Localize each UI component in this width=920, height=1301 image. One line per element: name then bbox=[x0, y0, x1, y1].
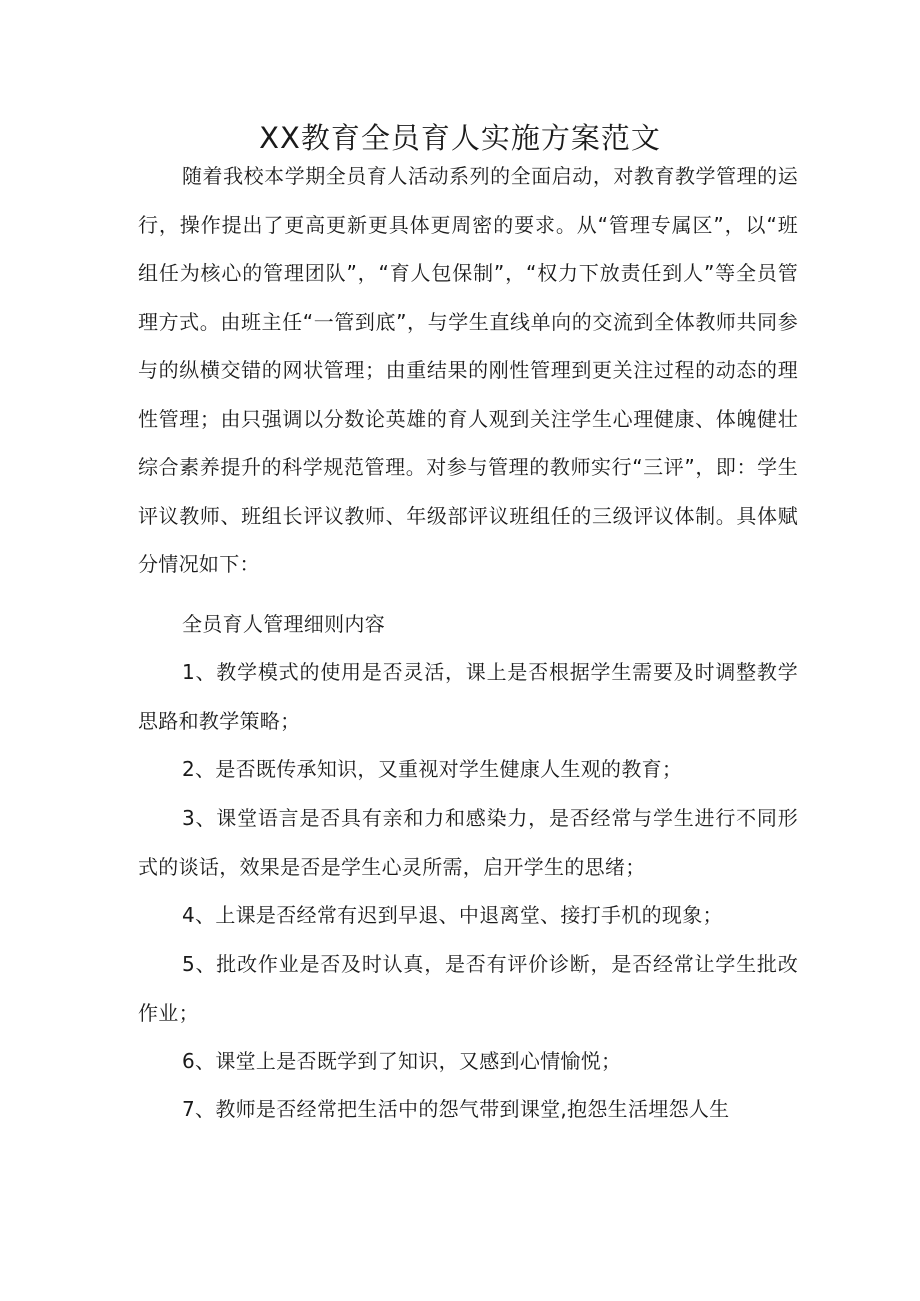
intro-paragraph: 随着我校本学期全员育人活动系列的全面启动，对教育教学管理的运行，操作提出了更高更新更具体更周密的要求。从“管理专属区”，以“班组任为核心的管理团队”，“育人包保制”，“权力下放责任到人”等全员管理方式。由班主任“一管到底”，与学生直线单向的交流到全体教师共同参与的纵横交错的网状管理；由重结果的刚性管理到更关注过程的动态的理性管理；由只强调以分数论英雄的育人观到关注学生心理健康、体魄健壮综合素养提升的科学规范管理。对参与管理的教师实行“三评”，即：学生评议教师、班组长评议教师、年级部评议班组任的三级评议体制。具体赋分情况如下： bbox=[138, 164, 798, 576]
list-item: 7、教师是否经常把生活中的怨气带到课堂,抱怨生活埋怨人生 bbox=[182, 1097, 730, 1121]
list-item: 2、是否既传承知识，又重视对学生健康人生观的教育； bbox=[182, 757, 683, 781]
document-title: XX教育全员育人实施方案范文 bbox=[259, 121, 661, 155]
list-item: 1、教学模式的使用是否灵活，课上是否根据学生需要及时调整教学思路和教学策略； bbox=[138, 660, 798, 733]
list-item: 4、上课是否经常有迟到早退、中退离堂、接打手机的现象； bbox=[182, 903, 723, 927]
list-item: 3、课堂语言是否具有亲和力和感染力，是否经常与学生进行不同形式的谈话，效果是否是学生心灵所需，启开学生的思绪； bbox=[138, 806, 798, 879]
list-item: 5、批改作业是否及时认真，是否有评价诊断，是否经常让学生批改作业； bbox=[138, 952, 798, 1025]
list-item: 6、课堂上是否既学到了知识，又感到心情愉悦； bbox=[182, 1049, 622, 1073]
section-heading: 全员育人管理细则内容 bbox=[182, 612, 385, 636]
